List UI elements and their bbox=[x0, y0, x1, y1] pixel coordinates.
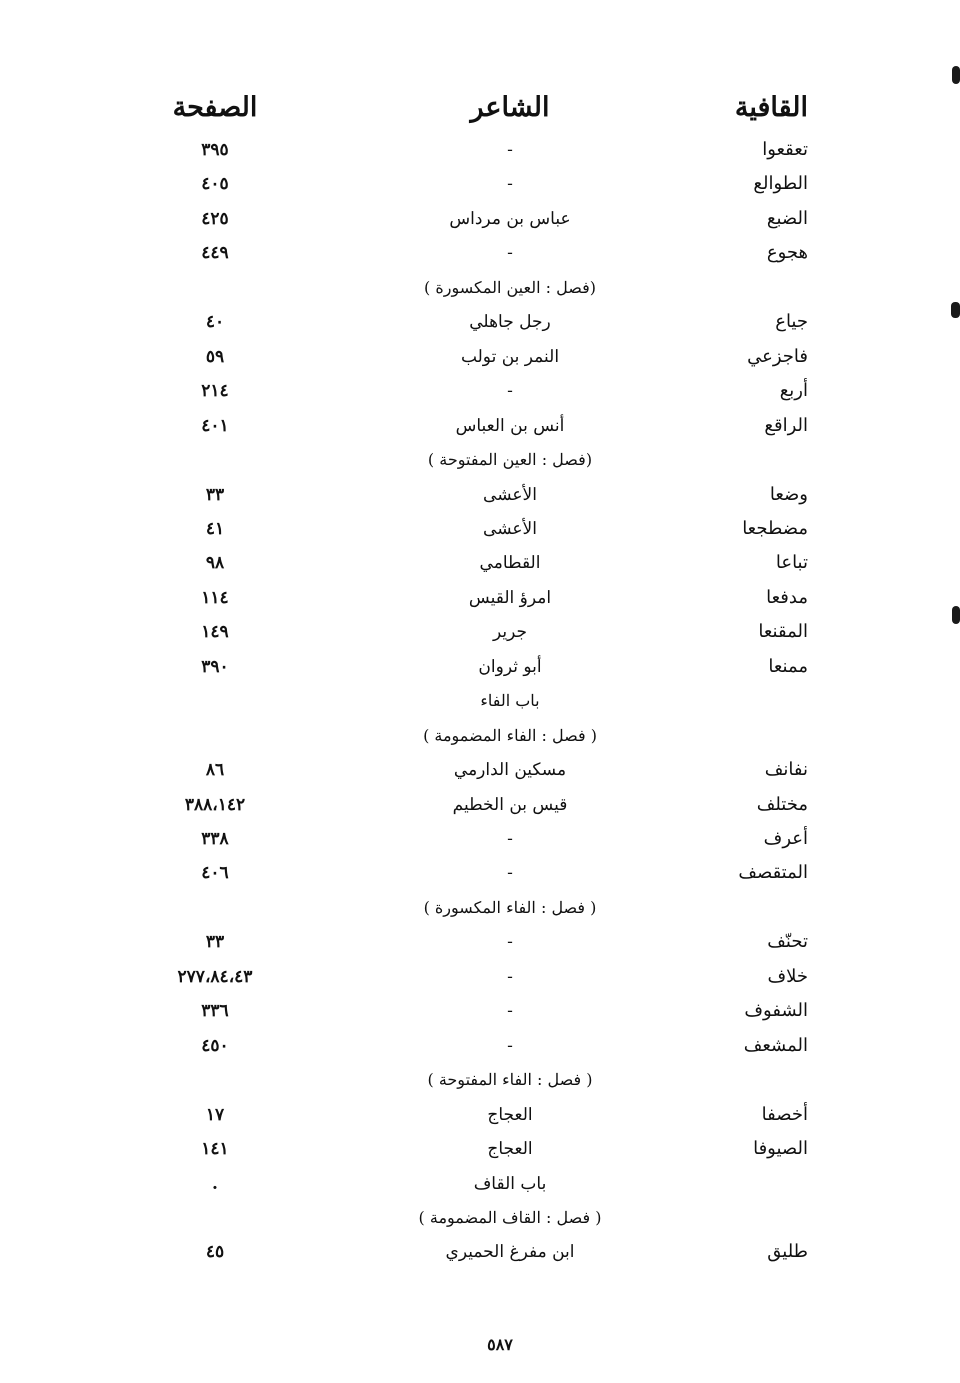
scan-edge-mark bbox=[952, 66, 960, 84]
page-cell: ٣٩٠ bbox=[201, 657, 229, 677]
table-row bbox=[0, 340, 960, 374]
page-cell: ٣٣ bbox=[205, 932, 225, 952]
poet-cell: قيس بن الخطيم bbox=[452, 795, 568, 815]
page-cell: . bbox=[212, 1174, 218, 1194]
qafiya-cell: أخصفا bbox=[761, 1104, 808, 1125]
page-cell: ٤١ bbox=[205, 519, 225, 539]
poet-cell: - bbox=[507, 829, 513, 849]
page-cell: ٣٩٥ bbox=[201, 140, 229, 160]
qafiya-cell: الراقع bbox=[764, 415, 808, 436]
section-heading bbox=[0, 719, 960, 753]
poet-cell: باب القاف bbox=[473, 1174, 547, 1194]
page-cell: ٤٥ bbox=[205, 1242, 225, 1262]
section-heading bbox=[0, 1063, 960, 1097]
poet-cell: أنس بن العباس bbox=[455, 416, 565, 436]
section-title: باب الفاء bbox=[480, 691, 540, 710]
page-cell: ٢١٤ bbox=[201, 381, 229, 401]
page-cell: ٤٥٠ bbox=[201, 1036, 229, 1056]
qafiya-cell: أربع bbox=[779, 380, 808, 401]
page-cell: ٣٣ bbox=[205, 485, 225, 505]
poet-cell: - bbox=[507, 967, 513, 987]
section-heading bbox=[0, 1201, 960, 1235]
table-row bbox=[0, 788, 960, 822]
poet-cell: - bbox=[507, 381, 513, 401]
page-cell: ٤٠٦ bbox=[201, 863, 229, 883]
page-cell: ٣٣٨ bbox=[201, 829, 229, 849]
page-cell: ١٤٩ bbox=[201, 622, 229, 642]
table-row bbox=[0, 236, 960, 270]
qafiya-cell: المشعف bbox=[743, 1035, 808, 1056]
table-row bbox=[0, 753, 960, 787]
section-heading bbox=[0, 891, 960, 925]
poet-cell: - bbox=[507, 932, 513, 952]
section-heading bbox=[0, 271, 960, 305]
poet-cell: العجاج bbox=[487, 1105, 533, 1125]
qafiya-cell: الشفوف bbox=[744, 1000, 808, 1021]
qafiya-cell: المتقصف bbox=[738, 862, 808, 883]
page-cell: ٤٠ bbox=[205, 312, 225, 332]
section-heading bbox=[0, 684, 960, 718]
page-cell: ٢٧٧،٨٤،٤٣ bbox=[177, 967, 253, 987]
section-heading bbox=[0, 443, 960, 477]
section-title: ( فصل : الفاء المكسورة ) bbox=[423, 898, 597, 917]
poet-cell: القطامي bbox=[479, 553, 541, 573]
qafiya-cell: مدفعا bbox=[766, 587, 808, 608]
section-title: (فصل : العين المفتوحة ) bbox=[427, 450, 593, 469]
qafiya-cell: طليق bbox=[767, 1241, 808, 1262]
qafiya-cell: تعقعوا bbox=[762, 139, 808, 160]
table-row bbox=[0, 1167, 960, 1201]
page-cell: ٤٢٥ bbox=[201, 209, 229, 229]
page-cell: ٣٨٨،١٤٢ bbox=[184, 795, 246, 815]
table-row bbox=[0, 856, 960, 890]
qafiya-cell: أعرف bbox=[763, 828, 808, 849]
poet-cell: جرير bbox=[493, 622, 527, 642]
section-title: ( فصل : الفاء المضمومة ) bbox=[423, 726, 597, 745]
poet-cell: الأعشى bbox=[483, 519, 537, 539]
qafiya-cell: الطوالع bbox=[753, 173, 808, 194]
qafiya-cell: وضعا bbox=[769, 484, 808, 505]
table-row bbox=[0, 1029, 960, 1063]
section-title: (فصل : العين المكسورة ) bbox=[424, 278, 596, 297]
header-safha: الصفحة bbox=[172, 92, 258, 123]
table-row bbox=[0, 650, 960, 684]
header-qafiya: القافية bbox=[734, 92, 808, 123]
qafiya-cell: المقنعا bbox=[758, 621, 808, 642]
table-row bbox=[0, 994, 960, 1028]
section-title: ( فصل : القاف المضمومة ) bbox=[418, 1208, 602, 1227]
page-cell: ٩٨ bbox=[205, 553, 225, 573]
table-row bbox=[0, 960, 960, 994]
poet-cell: - bbox=[507, 863, 513, 883]
qafiya-cell: فاجزعي bbox=[747, 346, 808, 367]
table-header bbox=[0, 88, 960, 128]
page-cell: ١٤١ bbox=[201, 1139, 229, 1159]
qafiya-cell: جياع bbox=[775, 311, 808, 332]
poet-cell: عباس بن مرداس bbox=[449, 209, 571, 229]
poet-cell: - bbox=[507, 1036, 513, 1056]
poet-cell: - bbox=[507, 243, 513, 263]
qafiya-cell: تحنّف bbox=[767, 931, 808, 952]
page-cell: ٤٠٥ bbox=[201, 174, 229, 194]
scan-edge-mark bbox=[951, 302, 960, 318]
page-cell: ٨٦ bbox=[205, 760, 225, 780]
poet-cell: - bbox=[507, 1001, 513, 1021]
page-cell: ٥٩ bbox=[205, 347, 225, 367]
table-row bbox=[0, 615, 960, 649]
poet-cell: - bbox=[507, 140, 513, 160]
table-row bbox=[0, 374, 960, 408]
qafiya-cell: مختلف bbox=[756, 794, 808, 815]
table-row bbox=[0, 925, 960, 959]
page-number: ٥٨٧ bbox=[487, 1335, 513, 1354]
qafiya-cell: مضطجعا bbox=[742, 518, 808, 539]
qafiya-cell: نفانف bbox=[764, 759, 808, 780]
table-row bbox=[0, 167, 960, 201]
table-row bbox=[0, 202, 960, 236]
poet-cell: النمر بن تولب bbox=[460, 347, 560, 367]
table-row bbox=[0, 512, 960, 546]
page-cell: ٣٣٦ bbox=[201, 1001, 229, 1021]
poet-cell: ابن مفرغ الحميري bbox=[445, 1242, 575, 1262]
qafiya-cell: هجوع bbox=[766, 242, 808, 263]
poet-cell: أبو ثروان bbox=[478, 657, 542, 677]
table-row bbox=[0, 133, 960, 167]
qafiya-cell: تباعا bbox=[775, 552, 808, 573]
qafiya-cell: الضبع bbox=[766, 208, 808, 229]
table-row bbox=[0, 546, 960, 580]
page-cell: ١٧ bbox=[205, 1105, 225, 1125]
poet-cell: رجل جاهلي bbox=[469, 312, 551, 332]
table-row bbox=[0, 1235, 960, 1269]
page-cell: ٤٠١ bbox=[201, 416, 229, 436]
section-title: ( فصل : الفاء المفتوحة ) bbox=[427, 1070, 593, 1089]
poet-cell: الأعشى bbox=[483, 485, 537, 505]
header-shaer: الشاعر bbox=[470, 92, 550, 123]
qafiya-cell: خلاف bbox=[767, 966, 808, 987]
table-row bbox=[0, 1132, 960, 1166]
table-row bbox=[0, 409, 960, 443]
qafiya-cell: ممنعا bbox=[768, 656, 808, 677]
poet-cell: مسكين الدارمي bbox=[453, 760, 567, 780]
poet-cell: العجاج bbox=[487, 1139, 533, 1159]
table-row bbox=[0, 1098, 960, 1132]
scan-edge-mark bbox=[952, 606, 960, 624]
page-footer bbox=[0, 1328, 960, 1362]
table-row bbox=[0, 822, 960, 856]
table-row bbox=[0, 305, 960, 339]
poet-cell: امرؤ القيس bbox=[468, 588, 552, 608]
table-row bbox=[0, 478, 960, 512]
page-cell: ١١٤ bbox=[201, 588, 229, 608]
page-cell: ٤٤٩ bbox=[201, 243, 229, 263]
table-row bbox=[0, 581, 960, 615]
qafiya-cell: الصيوفا bbox=[753, 1138, 808, 1159]
poet-cell: - bbox=[507, 174, 513, 194]
